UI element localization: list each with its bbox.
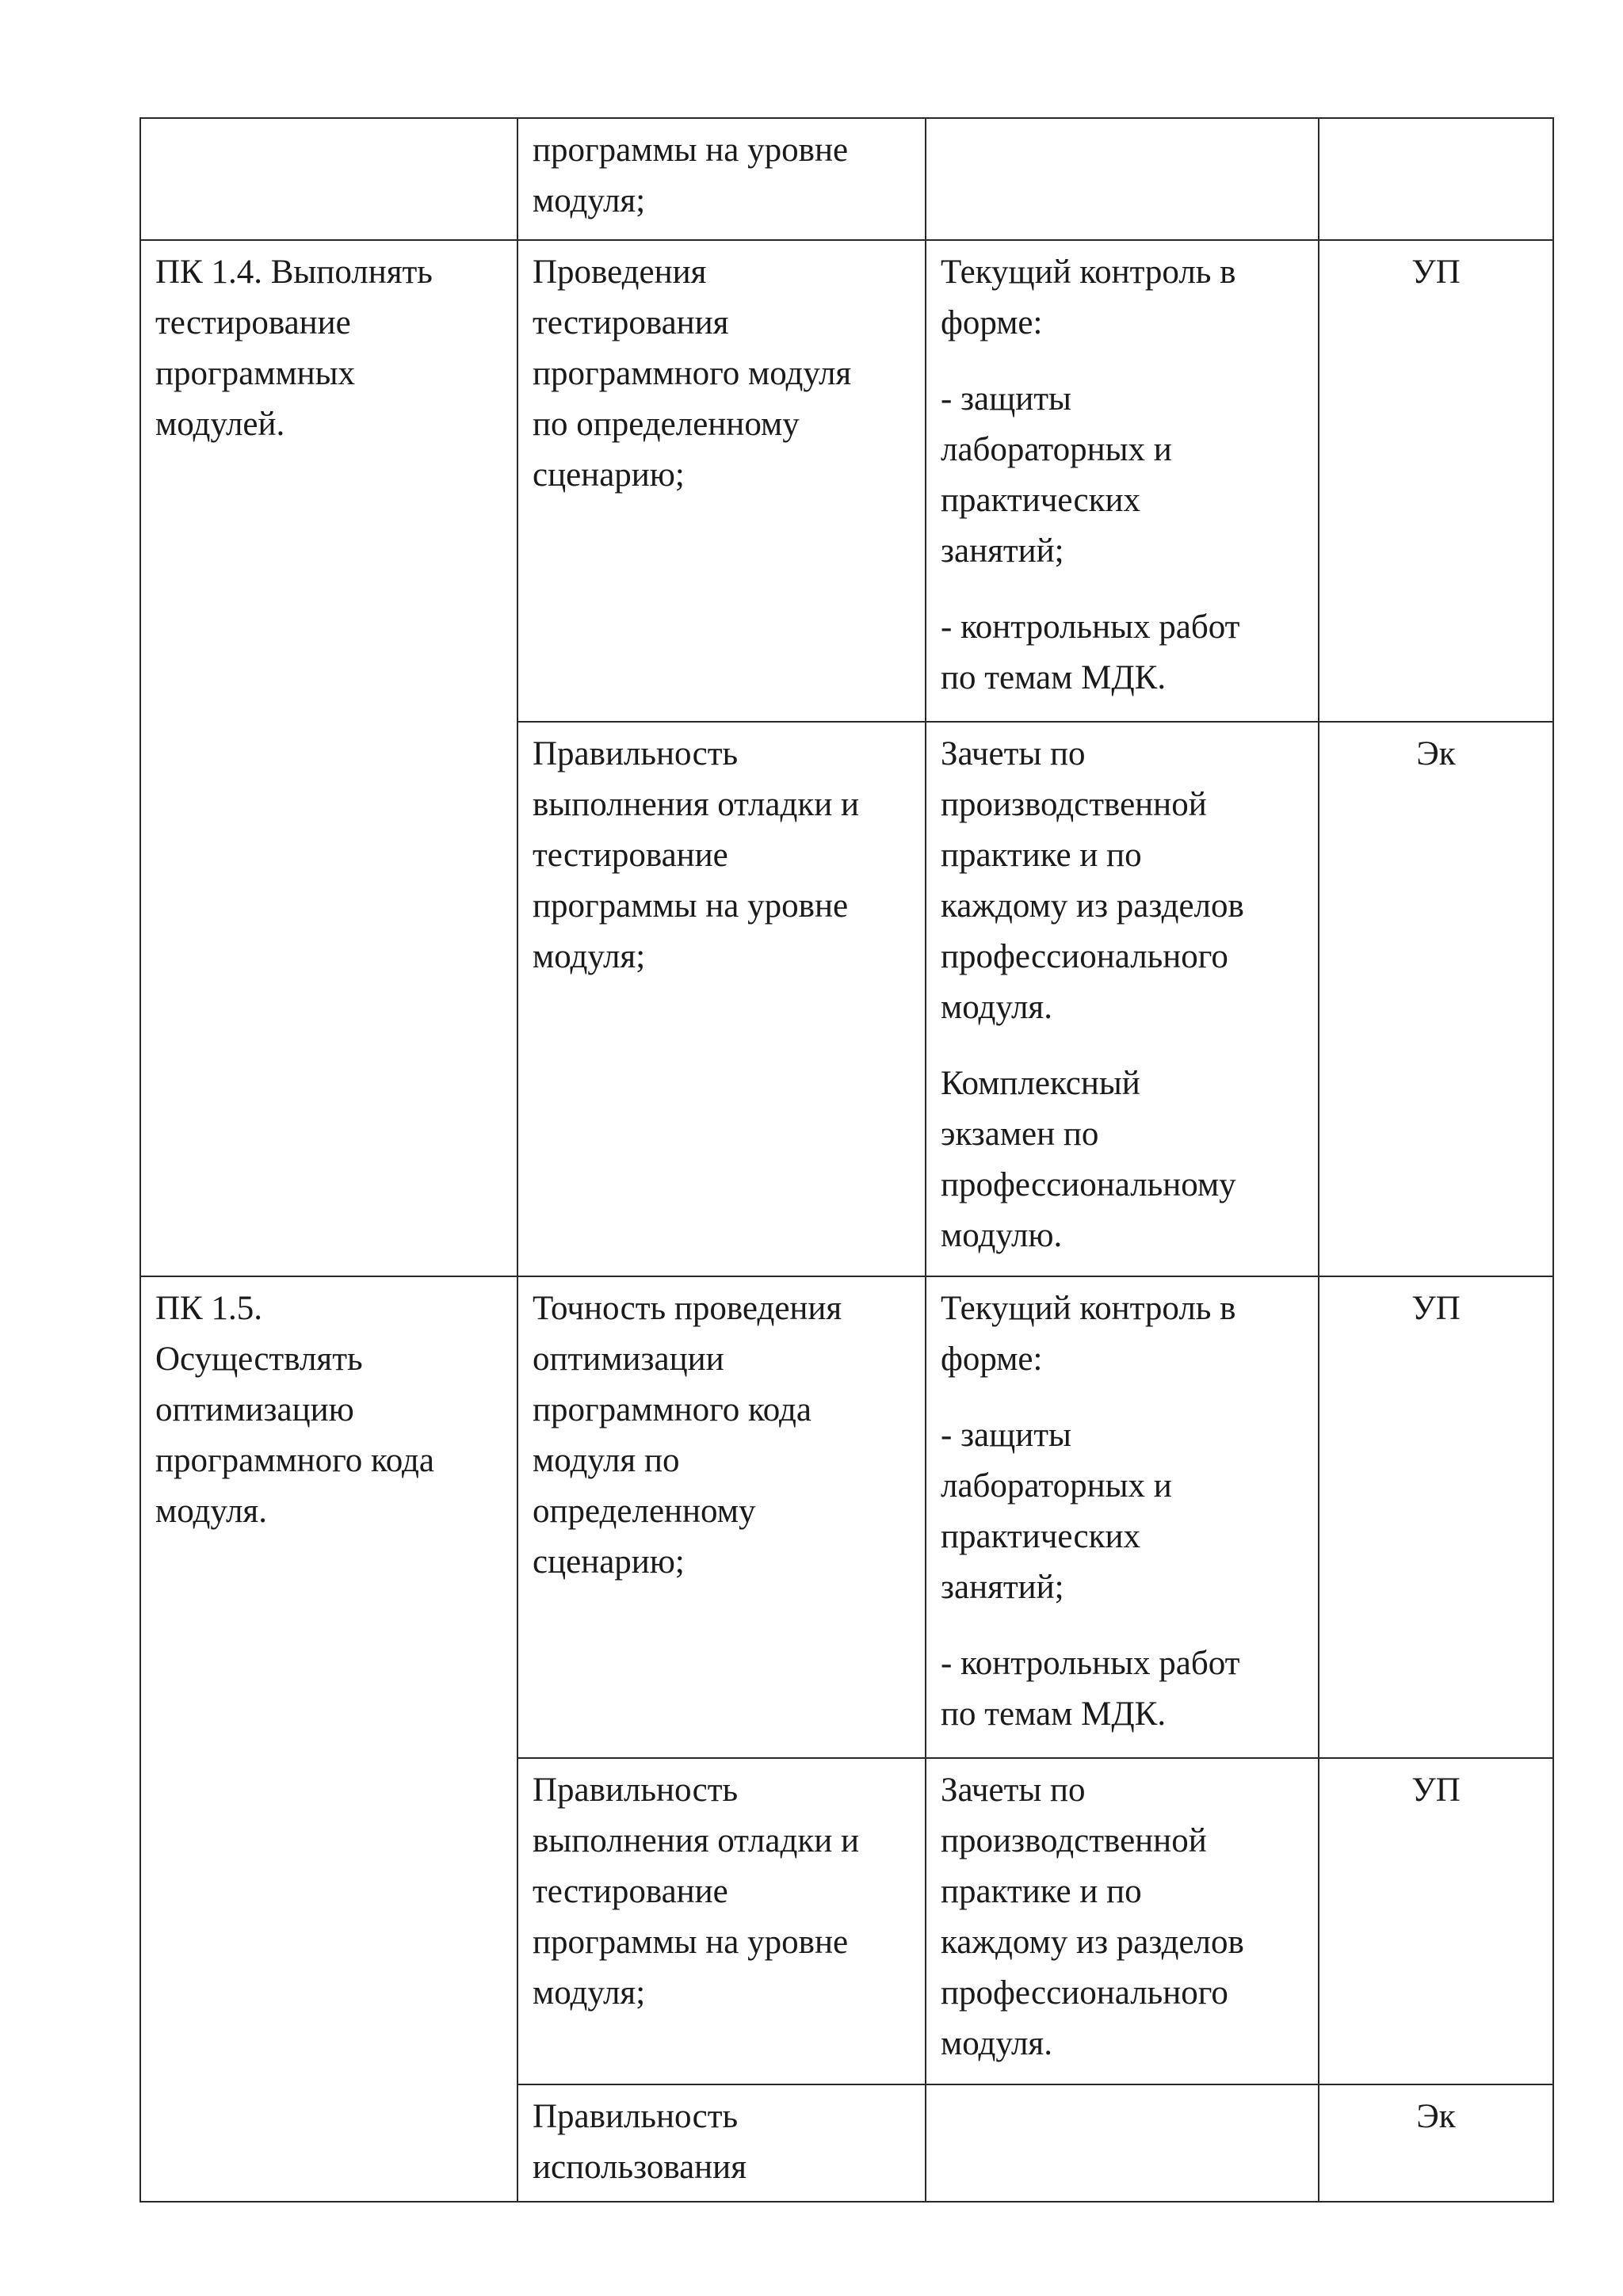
assessment-cell bbox=[926, 118, 1319, 240]
indicator-cell: Правильность выполнения отладки и тестирование программы на уровне модуля; bbox=[517, 722, 926, 1276]
code-cell: Эк bbox=[1319, 722, 1553, 1276]
code-cell: Эк bbox=[1319, 2084, 1553, 2202]
table-row bbox=[140, 118, 1553, 240]
assessment-paragraph: - защиты лабораторных и практических занятий; bbox=[941, 1417, 1172, 1606]
assessment-cell bbox=[926, 1276, 1319, 1758]
assessment-paragraph: - контрольных работ по темам МДК. bbox=[941, 608, 1240, 696]
table-row bbox=[140, 1276, 1553, 1758]
table-row bbox=[140, 240, 1553, 722]
competency-cell-pk15: ПК 1.5. Осуществлять оптимизацию программного кода модуля. bbox=[140, 1276, 517, 2202]
code-cell: УП bbox=[1319, 1758, 1553, 2084]
indicator-cell: программы на уровне модуля; bbox=[517, 118, 926, 240]
indicator-cell: Правильность использования bbox=[517, 2084, 926, 2202]
assessment-paragraph: Текущий контроль в форме: bbox=[941, 254, 1236, 341]
assessment-cell bbox=[926, 722, 1319, 1276]
assessment-table bbox=[139, 117, 1554, 2203]
code-cell: УП bbox=[1319, 1276, 1553, 1758]
assessment-paragraph: Комплексный экзамен по профессиональному модулю. bbox=[941, 1065, 1236, 1254]
assessment-paragraph: Текущий контроль в форме: bbox=[941, 1290, 1236, 1378]
assessment-paragraph: - контрольных работ по темам МДК. bbox=[941, 1645, 1240, 1733]
indicator-cell: Точность проведения оптимизации программного кода модуля по определенному сценарию; bbox=[517, 1276, 926, 1758]
indicator-cell: Правильность выполнения отладки и тестирование программы на уровне модуля; bbox=[517, 1758, 926, 2084]
competency-cell-pk14: ПК 1.4. Выполнять тестирование программных модулей. bbox=[140, 240, 517, 1276]
code-cell: УП bbox=[1319, 240, 1553, 722]
assessment-paragraph: Зачеты по производственной практике и по каждому из разделов профессионального модуля. bbox=[941, 1772, 1244, 2062]
assessment-cell bbox=[926, 2084, 1319, 2202]
assessment-paragraph: Зачеты по производственной практике и по каждому из разделов профессионального модуля. bbox=[941, 735, 1244, 1026]
competency-cell bbox=[140, 118, 517, 240]
indicator-cell: Проведения тестирования программного модуля по определенному сценарию; bbox=[517, 240, 926, 722]
assessment-paragraph: - защиты лабораторных и практических занятий; bbox=[941, 380, 1172, 570]
code-cell bbox=[1319, 118, 1553, 240]
assessment-cell bbox=[926, 1758, 1319, 2084]
assessment-cell bbox=[926, 240, 1319, 722]
